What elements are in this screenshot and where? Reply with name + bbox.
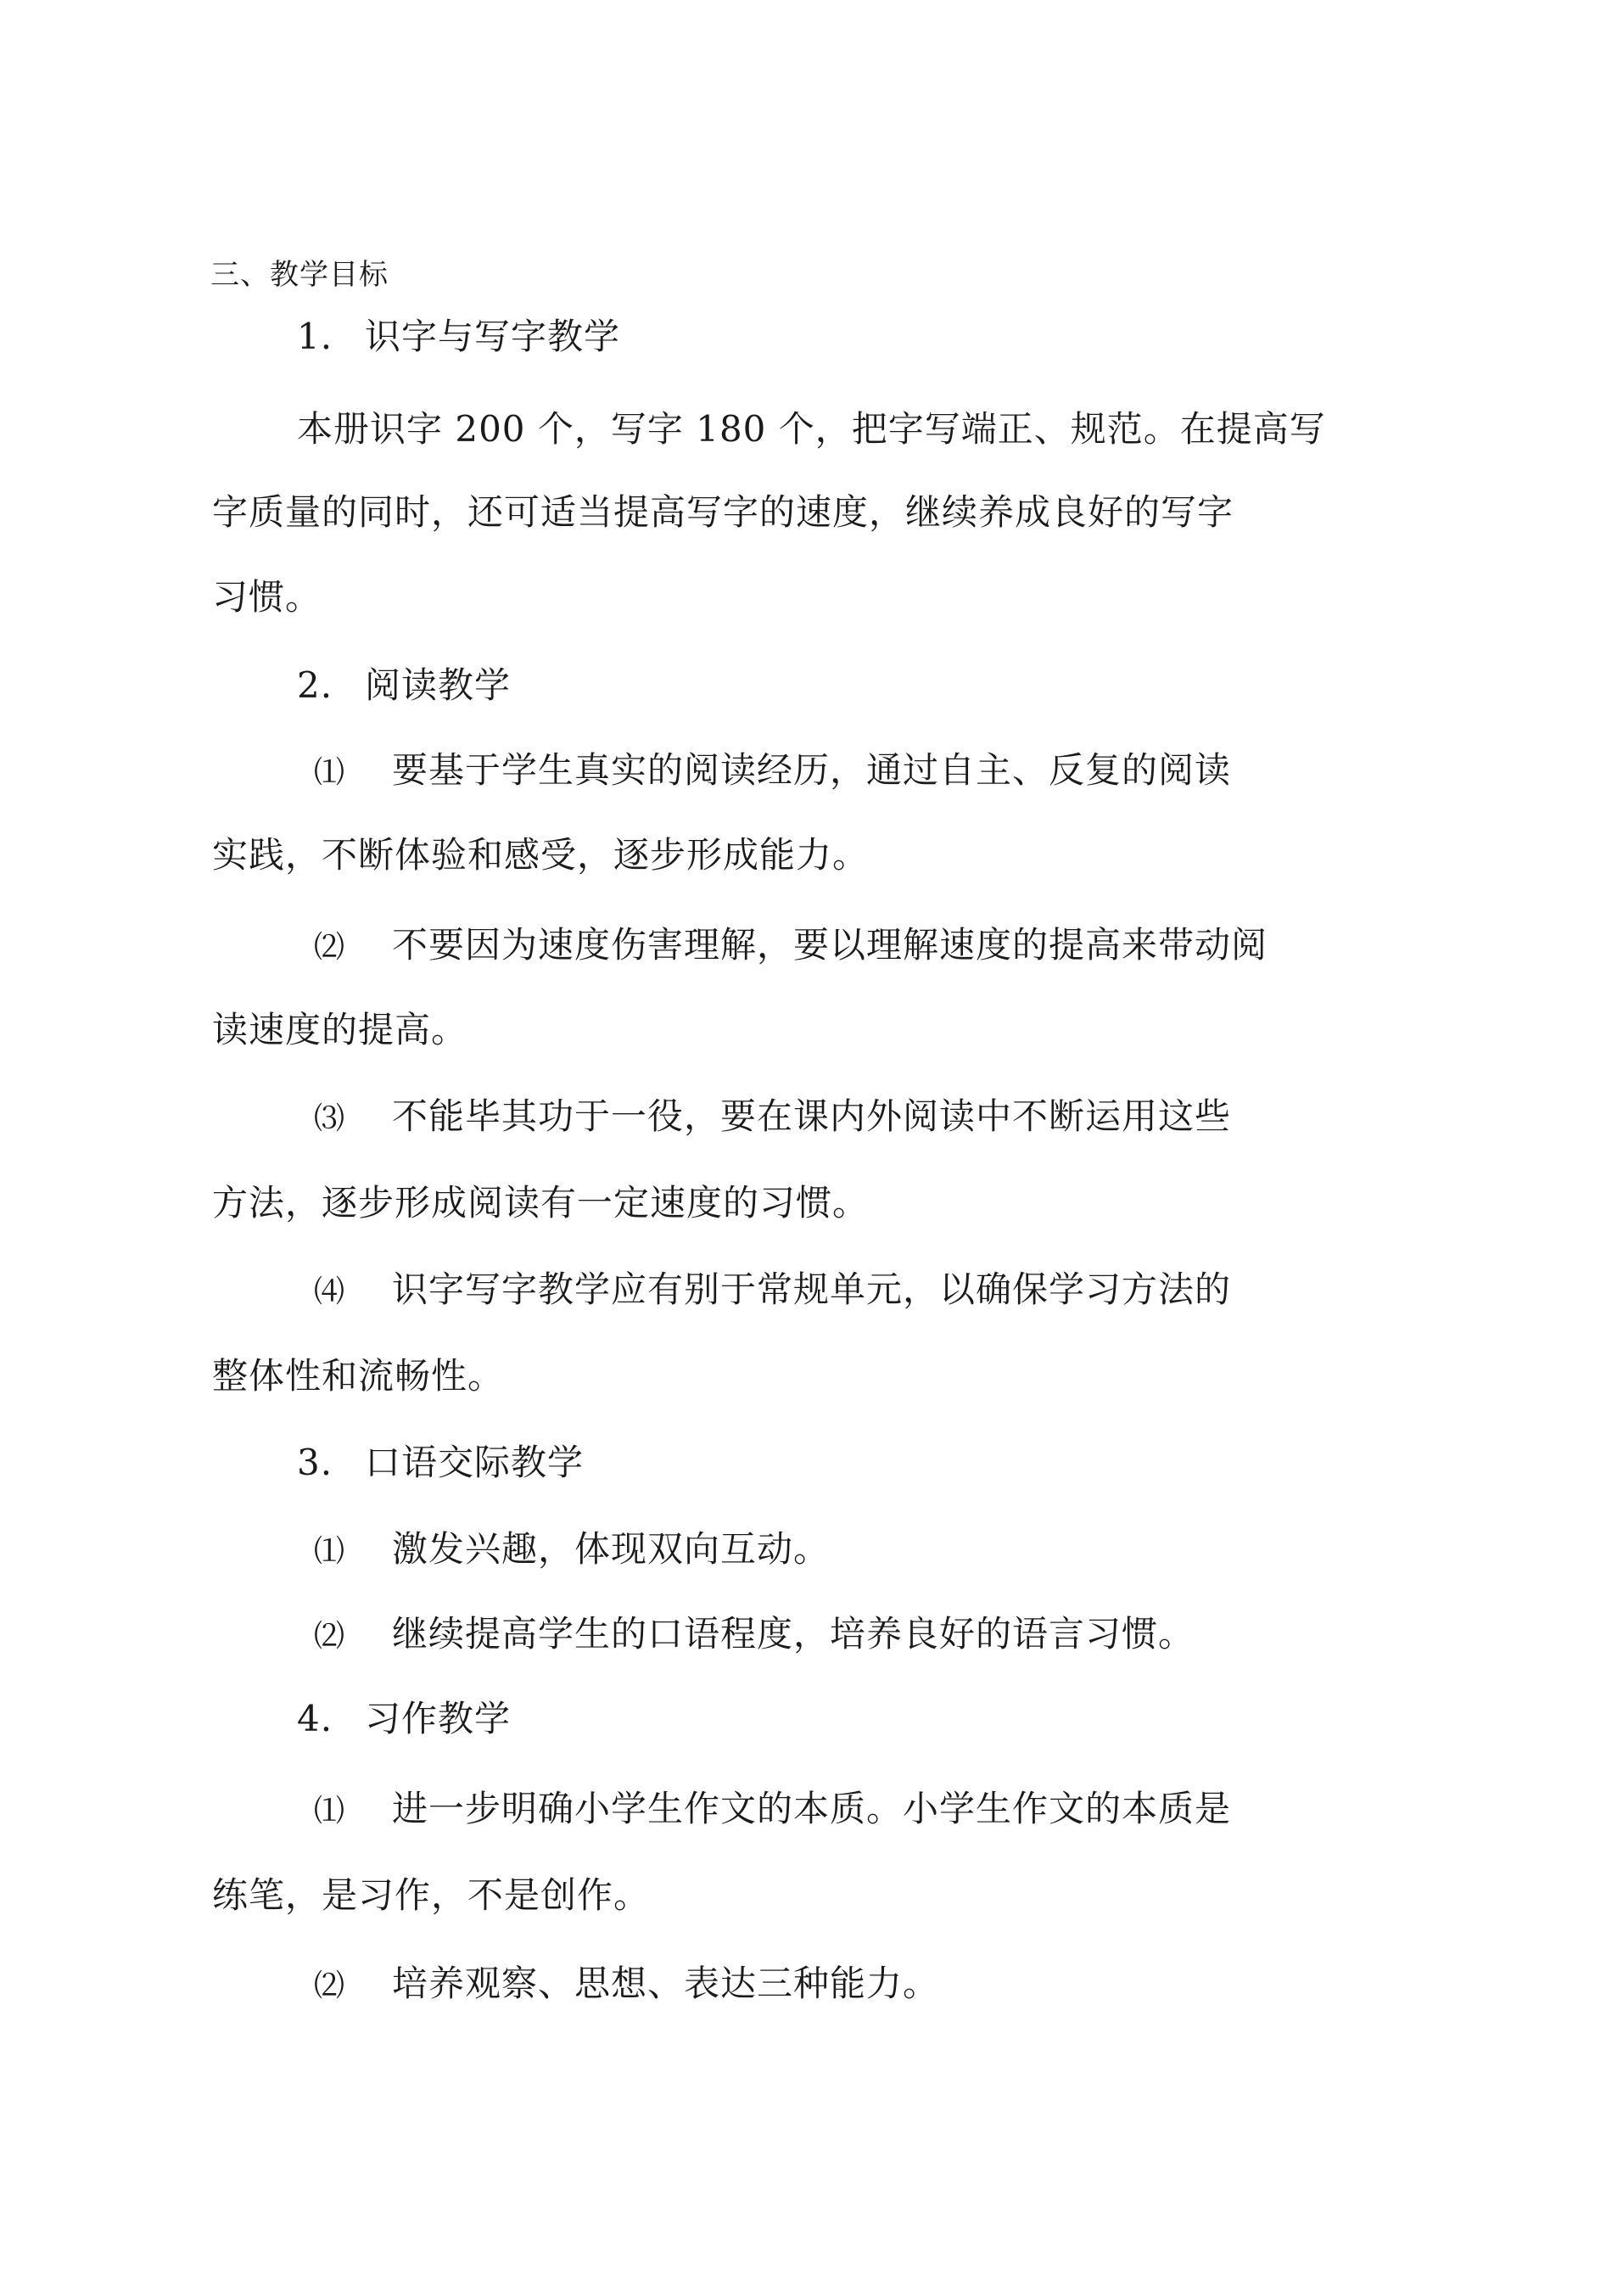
list-marker: ⑶	[314, 1101, 346, 1136]
paragraph-line: 练笔，是习作，不是创作。	[212, 1874, 651, 1916]
list-item	[314, 1093, 1231, 1143]
subsection-heading	[297, 1695, 511, 1743]
list-marker: ⑵	[314, 930, 346, 965]
list-item-text: 进一步明确小学生作文的本质。小学生作文的本质是	[392, 1788, 1232, 1829]
list-item	[314, 1785, 1231, 1835]
list-marker: ⑵	[314, 1968, 346, 2003]
list-item	[314, 1610, 1195, 1660]
list-item-text: 要基于学生真实的阅读经历，通过自主、反复的阅读	[392, 749, 1232, 791]
list-marker: ⑷	[314, 1274, 346, 1309]
subsection-title: 习作教学	[365, 1698, 512, 1739]
section-title: 三、教学目标	[210, 258, 389, 292]
list-item	[314, 921, 1268, 972]
subsection-number: 2.	[297, 664, 333, 706]
paragraph-line: 习惯。	[212, 576, 322, 618]
subsection-number: 3.	[297, 1442, 333, 1483]
paragraph-line: 字质量的同时，还可适当提高写字的速度，继续养成良好的写字	[212, 491, 1234, 533]
subsection-title: 识字与写字教学	[365, 316, 621, 357]
subsection-heading	[297, 1439, 584, 1487]
list-marker: ⑴	[314, 1534, 346, 1569]
list-marker: ⑴	[314, 755, 346, 790]
subsection-title: 阅读教学	[365, 664, 512, 706]
subsection-title: 口语交际教学	[365, 1442, 585, 1483]
paragraph-line: 实践，不断体验和感受，逐步形成能力。	[212, 834, 870, 876]
list-item-text: 不要因为速度伤害理解，要以理解速度的提高来带动阅	[392, 924, 1268, 966]
paragraph-line: 本册识字 200 个，写字 180 个，把字写端正、规范。在提高写	[297, 408, 1326, 450]
list-item	[314, 1526, 830, 1576]
subsection-heading	[297, 662, 511, 709]
list-marker: ⑴	[314, 1794, 346, 1828]
list-item-text: 激发兴趣，体现双向互动。	[392, 1528, 831, 1570]
list-item-text: 培养观察、思想、表达三种能力。	[392, 1963, 940, 2004]
list-marker: ⑵	[314, 1619, 346, 1654]
list-item	[314, 1266, 1231, 1316]
list-item-text: 识字写字教学应有别于常规单元，以确保学习方法的	[392, 1268, 1232, 1310]
list-item-text: 不能毕其功于一役，要在课内外阅读中不断运用这些	[392, 1095, 1232, 1137]
subsection-heading	[297, 313, 620, 361]
list-item	[314, 747, 1231, 797]
paragraph-line: 整体性和流畅性。	[212, 1355, 505, 1397]
paragraph-line: 方法，逐步形成阅读有一定速度的习惯。	[212, 1182, 870, 1224]
subsection-number: 4.	[297, 1698, 333, 1739]
paragraph-line: 读速度的提高。	[212, 1009, 468, 1050]
subsection-number: 1.	[297, 316, 333, 357]
list-item-text: 继续提高学生的口语程度，培养良好的语言习惯。	[392, 1613, 1195, 1655]
list-item	[314, 1960, 939, 2010]
